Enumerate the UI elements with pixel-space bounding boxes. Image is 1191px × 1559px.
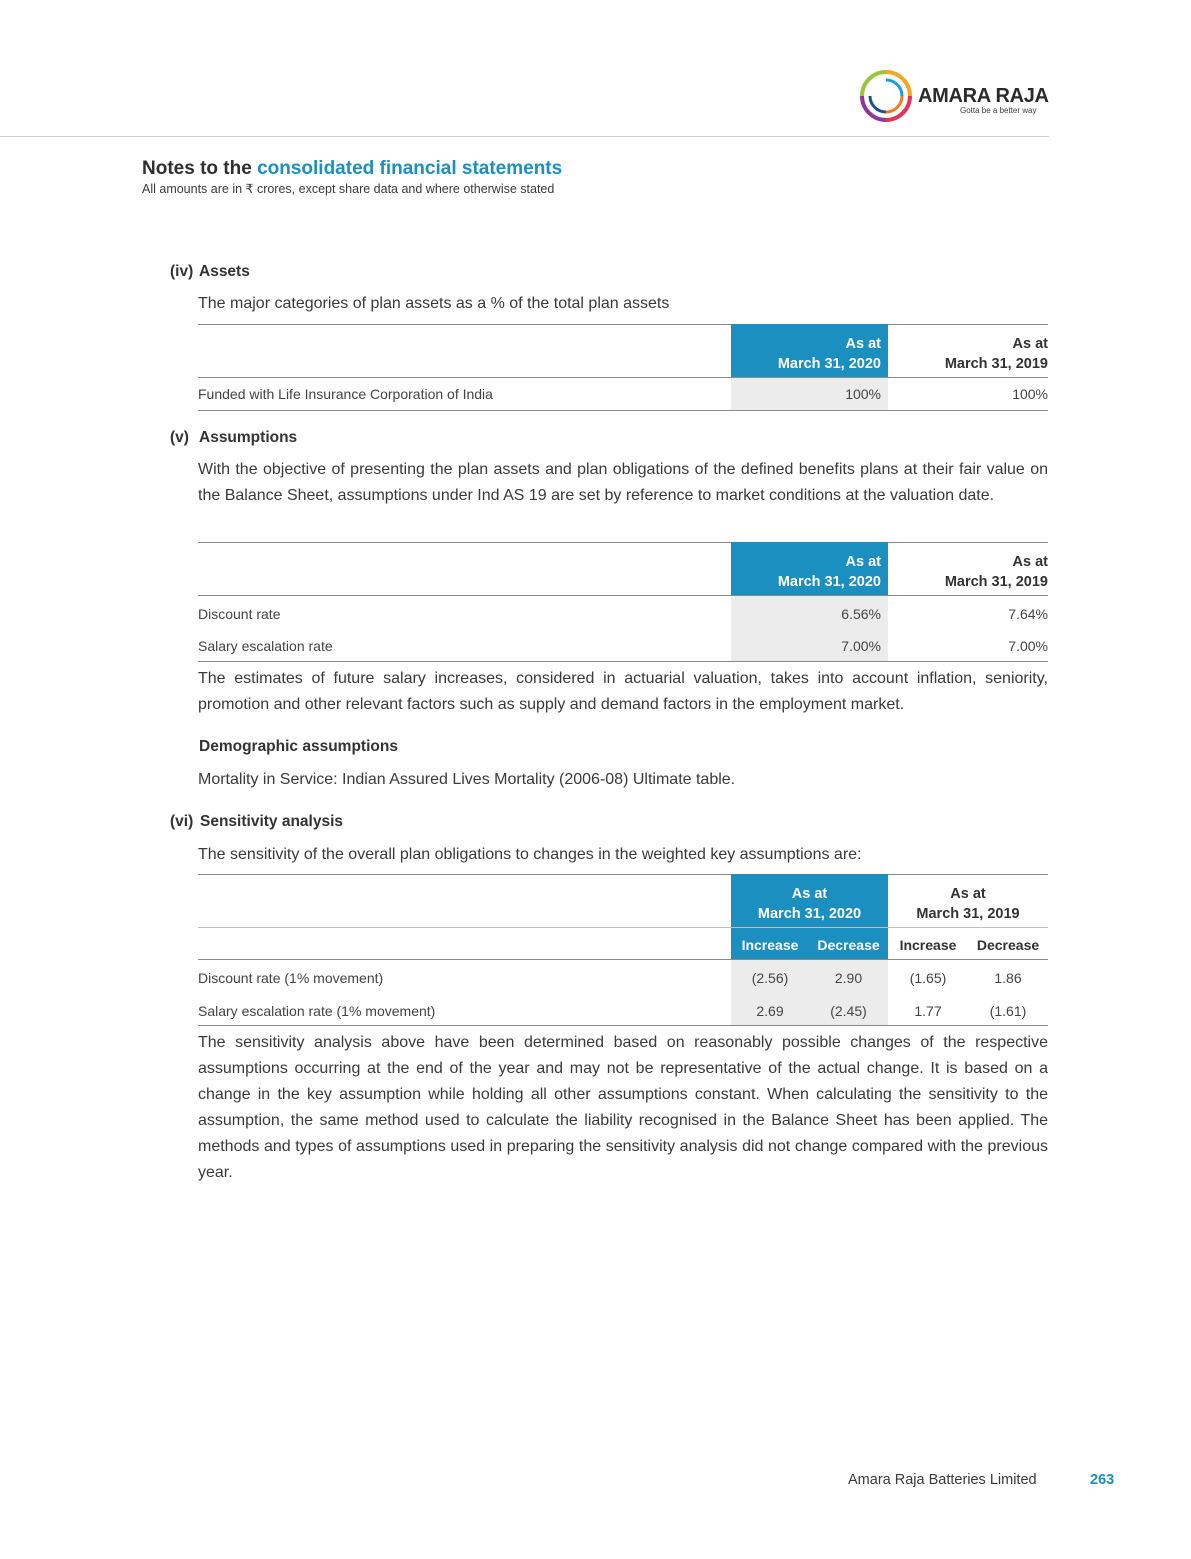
table-cell-2019: 7.64% xyxy=(1008,606,1048,622)
column-header-line: March 31, 2020 xyxy=(777,356,881,372)
assets-intro: The major categories of plan assets as a % of the total plan assets xyxy=(198,295,670,312)
column-header-line: March 31, 2019 xyxy=(944,356,1048,372)
section-number-sensitivity: (vi) xyxy=(170,813,194,830)
sensitivity-intro: The sensitivity of the overall plan obligations to changes in the weighted key assumptions are: xyxy=(198,846,862,863)
page-title-accent: consolidated financial statements xyxy=(257,158,563,179)
subheader-increase-2020: Increase xyxy=(731,935,809,955)
table-rule xyxy=(198,1025,1048,1026)
table-row-label: Discount rate (1% movement) xyxy=(198,970,384,986)
table-cell-2020: 7.00% xyxy=(841,638,881,654)
table-cell-inc-2020: (2.56) xyxy=(751,970,789,986)
subheader-decrease-2019: Decrease xyxy=(976,937,1040,953)
table-cell-2020: 6.56% xyxy=(841,606,881,622)
table-rule xyxy=(198,959,1048,960)
section-number-assumptions: (v) xyxy=(170,429,189,446)
table-cell-2019: 100% xyxy=(1012,386,1048,402)
table-rule xyxy=(198,377,1048,378)
table-row-label: Funded with Life Insurance Corporation of India xyxy=(198,386,493,402)
column-header-line: As at xyxy=(845,554,881,570)
column-header-line: As at xyxy=(1012,554,1048,570)
page-title-prefix: Notes to the xyxy=(142,158,258,179)
assets-table xyxy=(198,324,1048,411)
assumptions-intro: With the objective of presenting the plan assets and plan obligations of the defined benefits plans at their fair value on the Balance Sheet, assumptions under Ind AS 19 are set by reference to market conditions at the valuation date. xyxy=(198,461,1048,504)
table-row-label: Discount rate xyxy=(198,606,281,622)
column-header-line: March 31, 2019 xyxy=(916,906,1020,922)
subheader-increase-2019: Increase xyxy=(899,937,957,953)
table-row-label: Salary escalation rate xyxy=(198,638,333,654)
column-header-line: As at xyxy=(845,336,881,352)
column-header-2019 xyxy=(888,542,1048,595)
page-title xyxy=(142,158,562,180)
brand-name: AMARA RAJA xyxy=(918,85,1049,107)
column-header-line: March 31, 2020 xyxy=(757,906,862,922)
footer-company: Amara Raja Batteries Limited xyxy=(848,1472,1037,1488)
column-header-line: March 31, 2019 xyxy=(944,574,1048,590)
column-header-line: March 31, 2020 xyxy=(777,574,881,590)
table-cell-inc-2019: 1.77 xyxy=(914,1003,942,1019)
column-header-2020 xyxy=(731,542,888,595)
page-subtitle: All amounts are in ₹ crores, except share data and where otherwise stated xyxy=(142,182,555,196)
column-header-2020 xyxy=(731,324,888,377)
column-header-2019 xyxy=(888,324,1048,377)
demographic-text: Mortality in Service: Indian Assured Lives Mortality (2006-08) Ultimate table. xyxy=(198,771,736,788)
table-cell-2020: 100% xyxy=(845,386,881,402)
section-title-assets: Assets xyxy=(199,263,250,280)
company-logo xyxy=(858,68,1053,126)
table-cell-dec-2020: (2.45) xyxy=(830,1003,867,1019)
table-cell-dec-2019: 1.86 xyxy=(994,970,1022,986)
column-header-2019 xyxy=(888,874,1048,927)
table-rule xyxy=(198,927,1048,928)
assumptions-table xyxy=(198,542,1048,662)
section-title-sensitivity: Sensitivity analysis xyxy=(200,813,344,830)
assumptions-note: The estimates of future salary increases, considered in actuarial valuation, takes into account inflation, seniority, promotion and other relevant factors such as supply and demand factors in the employment market. xyxy=(198,670,1048,713)
sensitivity-table xyxy=(198,874,1048,1026)
header-divider xyxy=(0,136,1049,137)
table-rule xyxy=(198,410,1048,411)
table-row-label: Salary escalation rate (1% movement) xyxy=(198,1003,436,1019)
logo-swirl-icon xyxy=(858,68,914,124)
column-header-line: As at xyxy=(950,886,986,902)
section-number-assets: (iv) xyxy=(170,263,194,280)
sensitivity-note: The sensitivity analysis above have been determined based on reasonably possible changes of the respective assumptions occurring at the end of the year and may not be representative of the actual change. It is based on a change in the key assumption while holding all other assumptions constant. When calculating the sensitivity to the assumption, the same method used to calculate the liability recognised in the Balance Sheet has been applied. The methods and types of assumptions used in preparing the sensitivity analysis did not change compared with the previous year. xyxy=(198,1034,1048,1181)
page-number: 263 xyxy=(1090,1472,1115,1488)
subheader-decrease-2020: Decrease xyxy=(809,935,888,955)
section-title-assumptions: Assumptions xyxy=(199,429,298,446)
column-header-line: As at xyxy=(791,886,828,902)
table-cell-inc-2020: 2.69 xyxy=(756,1003,784,1019)
table-cell-dec-2019: (1.61) xyxy=(989,1003,1027,1019)
table-cell-dec-2020: 2.90 xyxy=(834,970,863,986)
column-header-line: As at xyxy=(1012,336,1048,352)
brand-tagline: Gotta be a better way xyxy=(960,106,1037,115)
demographic-title: Demographic assumptions xyxy=(199,738,398,755)
table-rule xyxy=(198,595,1048,596)
table-rule xyxy=(198,661,1048,662)
table-cell-inc-2019: (1.65) xyxy=(909,970,947,986)
table-cell-2019: 7.00% xyxy=(1008,638,1048,654)
